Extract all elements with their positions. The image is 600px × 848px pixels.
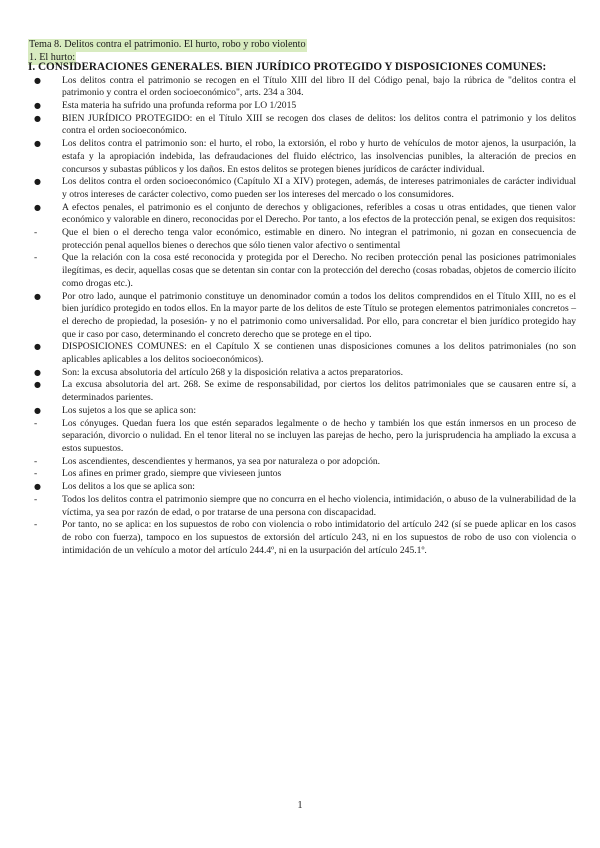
list-item <box>28 367 576 380</box>
list-item <box>28 481 576 494</box>
dash-marker <box>34 468 46 481</box>
list-item <box>28 75 576 100</box>
list-item-text: Por otro lado, aunque el patrimonio constituye un denominador común a todos los delitos comprendidos en el Título XIII, no es el bien jurídico protegido en todos ellos. En la mayor parte de los delitos de este Título se protegen elementos patrimoniales concretos –el derecho de propiedad, la posesión- y no el patrimonio como universalidad. Por ello, para concretar el bien jurídico protegido hay que ir caso por caso, determinando el concreto derecho que se protege en el tipo. <box>62 290 576 340</box>
list-item <box>28 456 576 469</box>
dash-marker <box>34 494 46 507</box>
bullet-marker <box>34 176 46 189</box>
document-body <box>28 34 576 557</box>
section-title: 1. El hurto: <box>29 52 76 63</box>
list-item <box>28 291 576 342</box>
list-item <box>28 252 576 290</box>
list-item-text: Que el bien o el derecho tenga valor económico, estimable en dinero. No integran el patrimonio, ni gozan en consecuencia de protección penal aquellos bienes o derechos que sólo tienen valor afectivo o sentimental <box>62 227 576 251</box>
list-item-text: Los cónyuges. Quedan fuera los que estén separados legalmente o de hecho y también los que están inmersos en un proceso de separación, divorcio o nulidad. En el tenor literal no se incluyen las parejas de hecho, pero la jurisprudencia ha ampliado la excusa a estos supuestos. <box>62 417 576 454</box>
dash-marker <box>34 519 46 532</box>
section-heading: I. CONSIDERACIONES GENERALES. BIEN JURÍDICO PROTEGIDO Y DISPOSICIONES COMUNES: <box>28 61 547 73</box>
page-number: 1 <box>297 800 303 811</box>
dash-marker <box>34 456 46 469</box>
list-item-text: Los delitos contra el orden socioeconómico (Capítulo XI a XIV) protegen, además, de intereses patrimoniales de carácter individual y otros intereses de carácter colectivo, como pueden ser los intereses del mercado o los consumidores. <box>62 176 576 200</box>
list-item <box>28 100 576 113</box>
list-item-text: Los delitos contra el patrimonio se recogen en el Título XIII del libro II del Código penal, bajo la rúbrica de "delitos contra el patrimonio y contra el orden socioeconómico", arts. 234 a 304. <box>62 74 576 99</box>
bullet-marker <box>34 341 46 354</box>
list-item-text: BIEN JURÍDICO PROTEGIDO: en el Título XIII se recogen dos clases de delitos: los delitos contra el patrimonio y los delitos contra el orden socioeconómico. <box>62 112 576 137</box>
bullet-marker <box>34 379 46 392</box>
list-item-text: Son: la excusa absolutoria del artículo 268 y la disposición relativa a actos preparatorios. <box>62 366 404 378</box>
list-item <box>28 519 576 557</box>
item-list <box>28 75 576 558</box>
bullet-marker <box>34 367 46 380</box>
list-item <box>28 138 576 176</box>
list-item-text: Que la relación con la cosa esté reconocida y protegida por el Derecho. No reciben protección penal las posiciones patrimoniales ilegítimas, es decir, aquellas cosas que se detentan sin contar con la protección del derecho (cosas robadas, objetos de comercio ilícito como drogas etc.). <box>62 252 576 289</box>
bullet-marker <box>34 291 46 304</box>
list-item-text: Los afines en primer grado, siempre que vivieseen juntos <box>62 468 282 480</box>
list-item-text: A efectos penales, el patrimonio es el conjunto de derechos y obligaciones, referibles a cosas u otras entidades, que tienen valor económico y valorable en dinero, reconocidas por el Derecho. Por tanto, a los efectos de la protección penal, se exigen dos requisitos: <box>62 201 576 226</box>
list-item-text: Los ascendientes, descendientes y hermanos, ya sea por naturaleza o por adopción. <box>62 455 381 467</box>
list-item-text: Por tanto, no se aplica: en los supuestos de robo con violencia o robo intimidatorio del artículo 242 (sí se puede aplicar en los casos de robo con fuerza), tampoco en los supuestos de extorsión del artículo 243, ni en los supuestos de robo de uso con violencia o intimidación de un vehículo a motor del artículo 244.4º, ni en la usurpación del artículo 245.1º. <box>62 519 576 556</box>
list-item-text: Todos los delitos contra el patrimonio siempre que no concurra en el hecho violencia, intimidación, o abuso de la vulnerabilidad de la víctima, ya sea por razón de edad, o por tratarse de una persona con discapacidad. <box>62 493 576 518</box>
list-item <box>28 405 576 418</box>
bullet-marker <box>34 405 46 418</box>
dash-marker <box>34 227 46 240</box>
list-item-text: Los delitos a los que se aplica son: <box>62 481 195 493</box>
list-item-text: DISPOSICIONES COMUNES: en el Capítulo X se contienen unas disposiciones comunes a los delitos patrimoniales (no son aplicables aplicables a los delitos socioeconómicos). <box>62 341 576 366</box>
list-item <box>28 418 576 456</box>
list-item <box>28 227 576 252</box>
list-item-text: Esta materia ha sufrido una profunda reforma por LO 1/2015 <box>62 100 297 111</box>
bullet-marker <box>34 138 46 151</box>
list-item <box>28 341 576 366</box>
list-item <box>28 468 576 481</box>
topic-title: Tema 8. Delitos contra el patrimonio. El hurto, robo y robo violento <box>29 39 306 50</box>
bullet-marker <box>34 113 46 126</box>
bullet-marker <box>34 100 46 113</box>
list-item <box>28 379 576 404</box>
list-item <box>28 494 576 519</box>
dash-marker <box>34 418 46 431</box>
dash-marker <box>34 252 46 265</box>
bullet-marker <box>34 202 46 215</box>
list-item <box>28 176 576 201</box>
bullet-marker <box>34 75 46 88</box>
list-item <box>28 202 576 227</box>
list-item-text: Los delitos contra el patrimonio son: el hurto, el robo, la extorsión, el robo y hurto de vehículos de motor ajenos, la usurpación, la estafa y la apropiación indebida, las defraudaciones del fluido eléctrico, las insolvencias punibles, la alteración de precios en concursos y subastas públicos y los daños. En estos delitos se protegen bienes jurídicos de carácter individual. <box>62 138 576 175</box>
list-item <box>28 113 576 138</box>
list-item-text: La excusa absolutoria del art. 268. Se exime de responsabilidad, por ciertos los delitos patrimoniales que se causaren entre sí, a determinados parientes. <box>62 379 576 404</box>
bullet-marker <box>34 481 46 494</box>
list-item-text: Los sujetos a los que se aplica son: <box>62 404 197 416</box>
